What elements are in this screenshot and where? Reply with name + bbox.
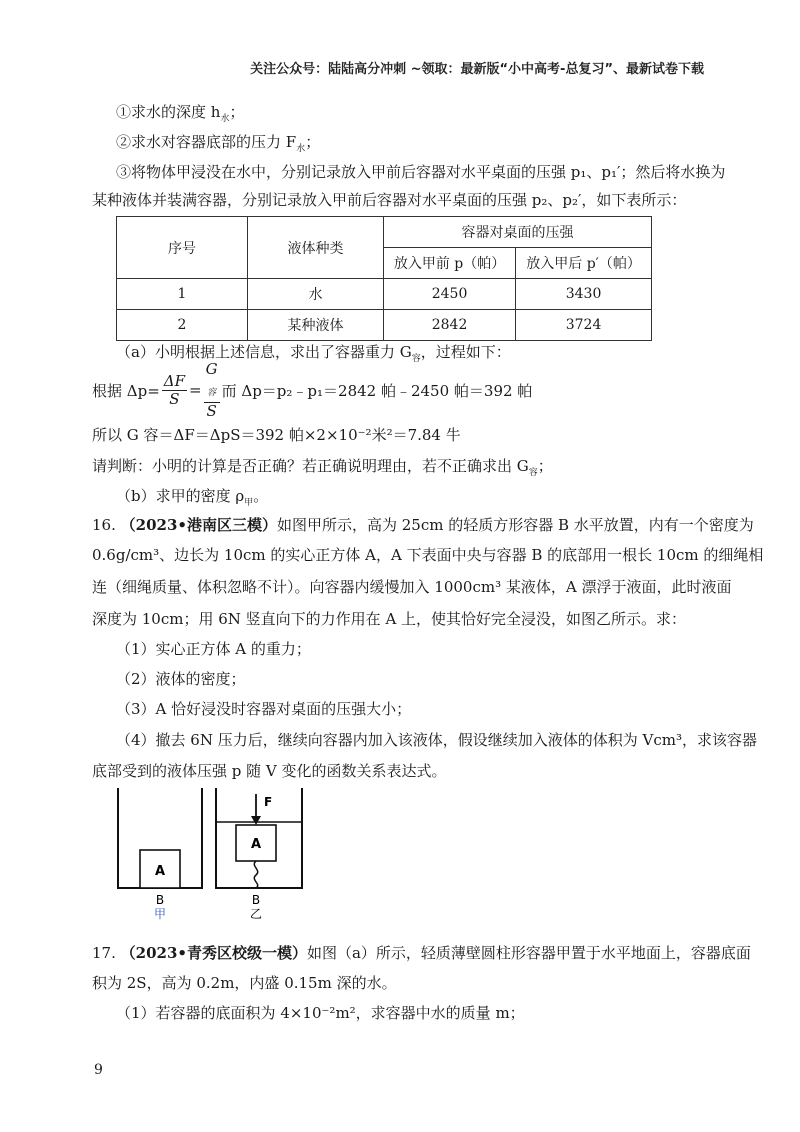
figure-yi — [216, 788, 302, 921]
row-before: 2450 — [384, 279, 516, 310]
pressure-table — [116, 216, 652, 341]
question-16-line1: 16. （2023•港南区三模）如图甲所示，高为 25cm 的轻质方形容器 B 水平放置，内有一个密度为 — [92, 516, 754, 534]
caption-yi: 乙 — [249, 907, 263, 921]
row-index: 1 — [117, 279, 248, 310]
question-17-part1: （1）若容器的底面积为 4×10⁻²m²，求容器中水的质量 m； — [116, 1004, 525, 1022]
cube-a-label: A — [154, 864, 166, 879]
question-16-line3: 连（细绳质量、体积忽略不计）。向容器内缓慢加入 1000cm³ 某液体，A 漂浮于液面，此时液面 — [92, 578, 732, 596]
question-16-part4-line2: 底部受到的液体压强 p 随 V 变化的函数关系表达式。 — [92, 762, 447, 780]
fraction-g: G $_容$ S — [205, 359, 218, 420]
question-16-part2: （2）液体的密度； — [116, 670, 246, 688]
question-17-line2: 积为 2S，高为 0.2m，内盛 0.15m 深的水。 — [92, 974, 397, 992]
table-row — [117, 310, 652, 341]
header-after: 放入甲后 p′（帕） — [516, 248, 652, 279]
formula-line: 根据 Δp= $\frac{\Delta F}{S}$ = G $_容$ S 而 Δp＝p₂﹣p₁＝2842 帕﹣2450 帕＝392 帕 — [92, 359, 533, 420]
container-b-label: B — [155, 893, 165, 907]
header-index: 序号 — [117, 217, 248, 279]
string-icon — [254, 861, 257, 888]
subquestion-3-line2: 某种液体并装满容器，分别记录放入甲前后容器对水平桌面的压强 p₂、p₂′，如下表所示： — [92, 191, 687, 209]
header-pressure: 容器对桌面的压强 — [384, 217, 652, 248]
subquestion-3-line1: ③将物体甲浸没在水中，分别记录放入甲前后容器对水平桌面的压强 p₁、p₁′；然后将水换为 — [116, 163, 726, 181]
row-after: 3724 — [516, 310, 652, 341]
question-16-line4: 深度为 10cm；用 6N 竖直向下的力作用在 A 上，使其恰好完全浸没，如图乙所示。求： — [92, 610, 687, 628]
judge-line: 请判断：小明的计算是否正确？若正确说明理由，若不正确求出 $G_容$； — [92, 457, 553, 478]
so-line: 所以 G 容＝ΔF＝ΔpS＝392 帕×2×10⁻²米²＝7.84 牛 — [92, 426, 461, 444]
row-index: 2 — [117, 310, 248, 341]
subquestion-2: ②求水对容器底部的压力 $F_水$； — [116, 133, 321, 154]
table-row — [117, 279, 652, 310]
question-16-part3: （3）A 恰好浸没时容器对桌面的压强大小； — [116, 700, 412, 718]
header-liquid: 液体种类 — [248, 217, 384, 279]
force-label: F — [264, 795, 273, 809]
row-liquid: 水 — [248, 279, 384, 310]
caption-jia: 甲 — [153, 907, 167, 921]
arrow-head-icon — [251, 816, 261, 825]
fraction-delta-f: $\frac{\Delta F}{S}$ — [163, 371, 186, 408]
row-liquid: 某种液体 — [248, 310, 384, 341]
question-16-part1: （1）实心正方体 A 的重力； — [116, 640, 311, 658]
container-b-label: B — [251, 893, 261, 907]
header-banner: 关注公众号：陆陆高分冲刺 ~领取：最新版“小中高考-总复习”、最新试卷下载 — [250, 62, 704, 77]
subquestion-1: ①求水的深度 $h_水$； — [116, 103, 245, 124]
row-before: 2842 — [384, 310, 516, 341]
header-before: 放入甲前 p（帕） — [384, 248, 516, 279]
question-16-line2: 0.6g/cm³、边长为 10cm 的实心正方体 A，A 下表面中央与容器 B 的底部用一根长 10cm 的细绳相 — [92, 546, 764, 564]
container-figure — [106, 786, 316, 926]
question-17-line1: 17. （2023•青秀区校级一模）如图（a）所示，轻质薄壁圆柱形容器甲置于水平地面上，容器底面 — [92, 944, 751, 962]
part-b: （b）求甲的密度 $\rho_甲$。 — [116, 487, 269, 508]
cube-a-label: A — [250, 837, 262, 852]
question-16-part4-line1: （4）撤去 6N 压力后，继续向容器内加入该液体，假设继续加入液体的体积为 Vcm³，求该容器 — [116, 731, 757, 749]
part-a-intro: （a）小明根据上述信息，求出了容器重力 $G_容$，过程如下： — [116, 343, 511, 364]
page-number: 9 — [94, 1062, 103, 1078]
figure-jia — [118, 788, 202, 921]
row-after: 3430 — [516, 279, 652, 310]
